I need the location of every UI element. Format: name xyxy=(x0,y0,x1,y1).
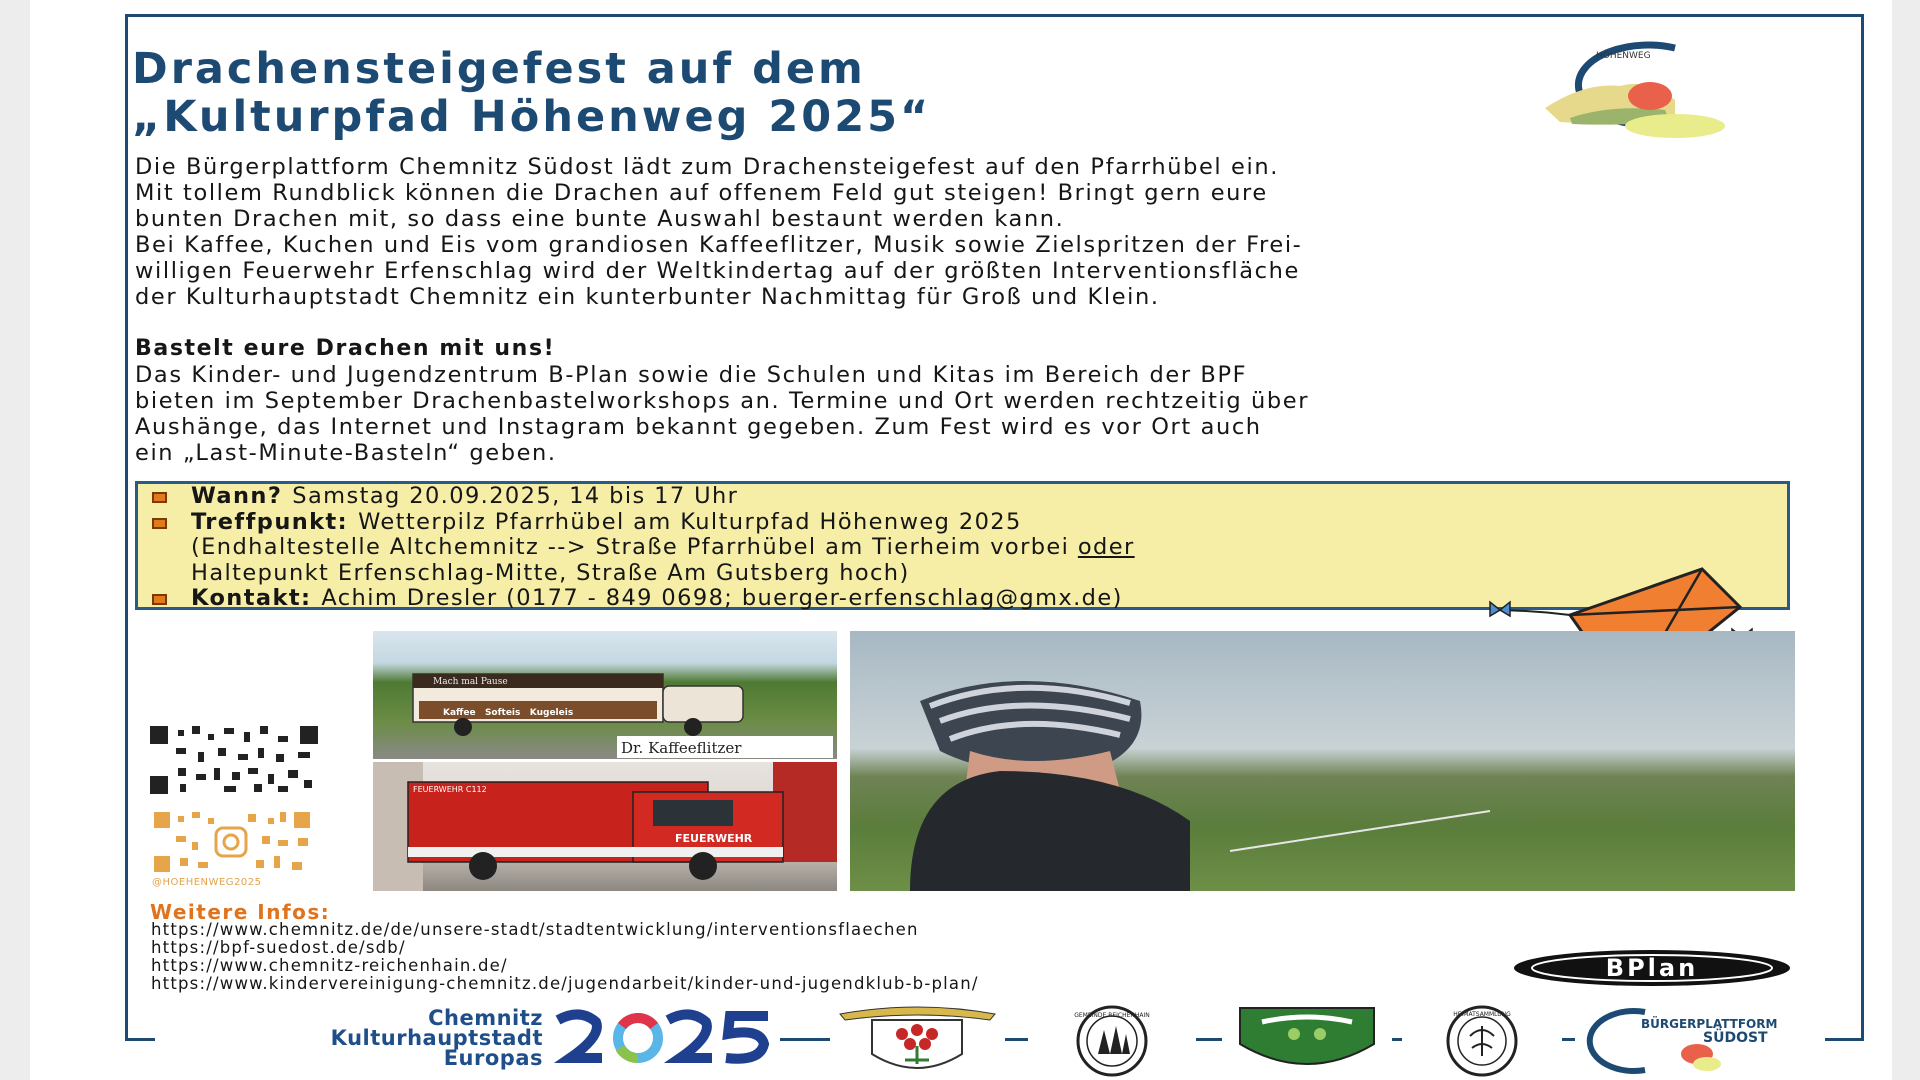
firetruck-top-text: FEUERWEHR C112 xyxy=(413,785,487,794)
reichenhain-crest-icon xyxy=(830,1006,1005,1076)
more-info-link[interactable]: https://www.chemnitz-reichenhain.de/ xyxy=(151,956,508,975)
qr-code-1 xyxy=(148,724,320,796)
chemnitz-line3: Europas xyxy=(443,1046,543,1070)
meet-or-word: oder xyxy=(1077,534,1135,560)
crafting-heading: Bastelt eure Drachen mit uns! xyxy=(135,336,556,361)
info-meet-row xyxy=(152,510,1787,536)
info-when-row xyxy=(152,484,1787,510)
intro-paragraph xyxy=(135,154,1815,310)
bullet-icon xyxy=(152,492,167,503)
intro-line: bunten Drachen mit, so dass eine bunte Auswahl bestaunt werden kann. xyxy=(135,206,1065,232)
intro-line: willigen Feuerwehr Erfenschlag wird der Weltkindertag auf der größten Interventionsfläche xyxy=(135,258,1300,284)
bullet-icon xyxy=(152,594,167,605)
meet-line3-text: Haltepunkt Erfenschlag-Mitte, Straße Am Gutsberg hoch) xyxy=(191,559,910,586)
foodtruck-sign: Mach mal Pause xyxy=(433,677,508,687)
flyer-page xyxy=(30,0,1892,1080)
photo-food-truck xyxy=(373,631,837,759)
bullet-icon xyxy=(152,518,167,529)
more-info-link[interactable]: https://bpf-suedost.de/sdb/ xyxy=(151,938,406,957)
photo-fire-truck xyxy=(373,762,837,891)
bpf-logo-line1: BÜRGERPLATTFORM xyxy=(1641,1017,1778,1031)
intro-line: Mit tollem Rundblick können die Drachen auf offenem Feld gut steigen! Bringt gern eure xyxy=(135,180,1268,206)
foodtruck-brand: Dr. Kaffeeflitzer xyxy=(621,739,742,757)
crafting-line: ein „Last-Minute-Basteln“ geben. xyxy=(135,440,557,466)
contact-label: Kontakt: xyxy=(191,585,312,611)
intro-line: Bei Kaffee, Kuchen und Eis vom grandiosen Kaffeeflitzer, Musik sowie Zielspritzen der Frei- xyxy=(135,232,1303,258)
bplan-logo-text: BPlan xyxy=(1605,954,1699,982)
kite-bow-icon xyxy=(1490,602,1510,616)
foodtruck-items: Kaffee Softeis Kugeleis xyxy=(443,708,574,718)
meet-label: Treffpunkt: xyxy=(191,508,349,535)
green-crest-icon xyxy=(1222,1004,1392,1078)
more-info-heading: Weitere Infos: xyxy=(150,900,331,924)
crafting-line: bieten im September Drachenbastelworkshops an. Termine und Ort werden rechtzeitig über xyxy=(135,388,1310,414)
crafting-line: Das Kinder- und Jugendzentrum B-Plan sowie die Schulen und Kitas im Bereich der BPF xyxy=(135,362,1248,388)
chemnitz-capital-logo-text xyxy=(155,1008,551,1068)
more-info-link[interactable]: https://www.chemnitz.de/de/unsere-stadt/stadtentwicklung/interventionsflaechen xyxy=(151,920,919,939)
page-title-line2: „Kulturpfad Höhenweg 2025“ xyxy=(132,92,932,142)
bpf-logo-line2: SÜDOST xyxy=(1703,1030,1768,1046)
chemnitz-line2: Kulturhauptstadt xyxy=(330,1026,543,1050)
seal1-text: GEMEINDE REICHENHAIN xyxy=(1074,1012,1150,1019)
when-value: Samstag 20.09.2025, 14 bis 17 Uhr xyxy=(292,483,739,509)
more-info-link[interactable]: https://www.kindervereinigung-chemnitz.de/jugendarbeit/kinder-und-jugendklub-b-plan/ xyxy=(151,974,979,993)
meet-value: Wetterpilz Pfarrhübel am Kulturpfad Höhenweg 2025 xyxy=(358,508,1022,535)
intro-line: Die Bürgerplattform Chemnitz Südost lädt zum Drachensteigefest auf den Pfarrhübel ein. xyxy=(135,154,1279,180)
page-title-line1: Drachensteigefest auf dem xyxy=(132,44,866,94)
info-meet-line2 xyxy=(152,535,1787,561)
firetruck-text: FEUERWEHR xyxy=(675,832,753,845)
instagram-handle: @HOEHENWEG2025 xyxy=(152,877,262,888)
chemnitz-line1: Chemnitz xyxy=(428,1006,543,1030)
crafting-paragraph xyxy=(135,362,1815,466)
contact-value: Achim Dresler (0177 - 849 0698; buerger-erfenschlag@gmx.de) xyxy=(321,585,1123,611)
intro-line: der Kulturhauptstadt Chemnitz ein kunterbunter Nachmittag für Groß und Klein. xyxy=(135,284,1160,310)
instagram-qr-code xyxy=(152,810,312,874)
seal2-text: HEIMATSAMMLUNG xyxy=(1453,1011,1511,1018)
crafting-line: Aushänge, das Internet und Instagram bekannt gegeben. Zum Fest wird es vor Ort auch xyxy=(135,414,1262,440)
bplan-logo xyxy=(1512,948,1792,988)
gemeinde-reichenhain-seal-icon xyxy=(1028,1004,1196,1078)
heimatsammlung-seal-icon xyxy=(1402,1004,1562,1078)
photo-child-with-kite xyxy=(850,631,1795,891)
hoehenweg-logo xyxy=(1500,30,1780,140)
bpf-suedost-logo xyxy=(1575,1006,1825,1076)
meet-line2-text: (Endhaltestelle Altchemnitz --> Straße Pfarrhübel am Tierheim vorbei xyxy=(191,534,1078,560)
chemnitz-2025-logo xyxy=(550,1008,780,1068)
when-label: Wann? xyxy=(191,483,283,509)
hoehenweg-logo-text: HÖHENWEG xyxy=(1596,51,1651,61)
